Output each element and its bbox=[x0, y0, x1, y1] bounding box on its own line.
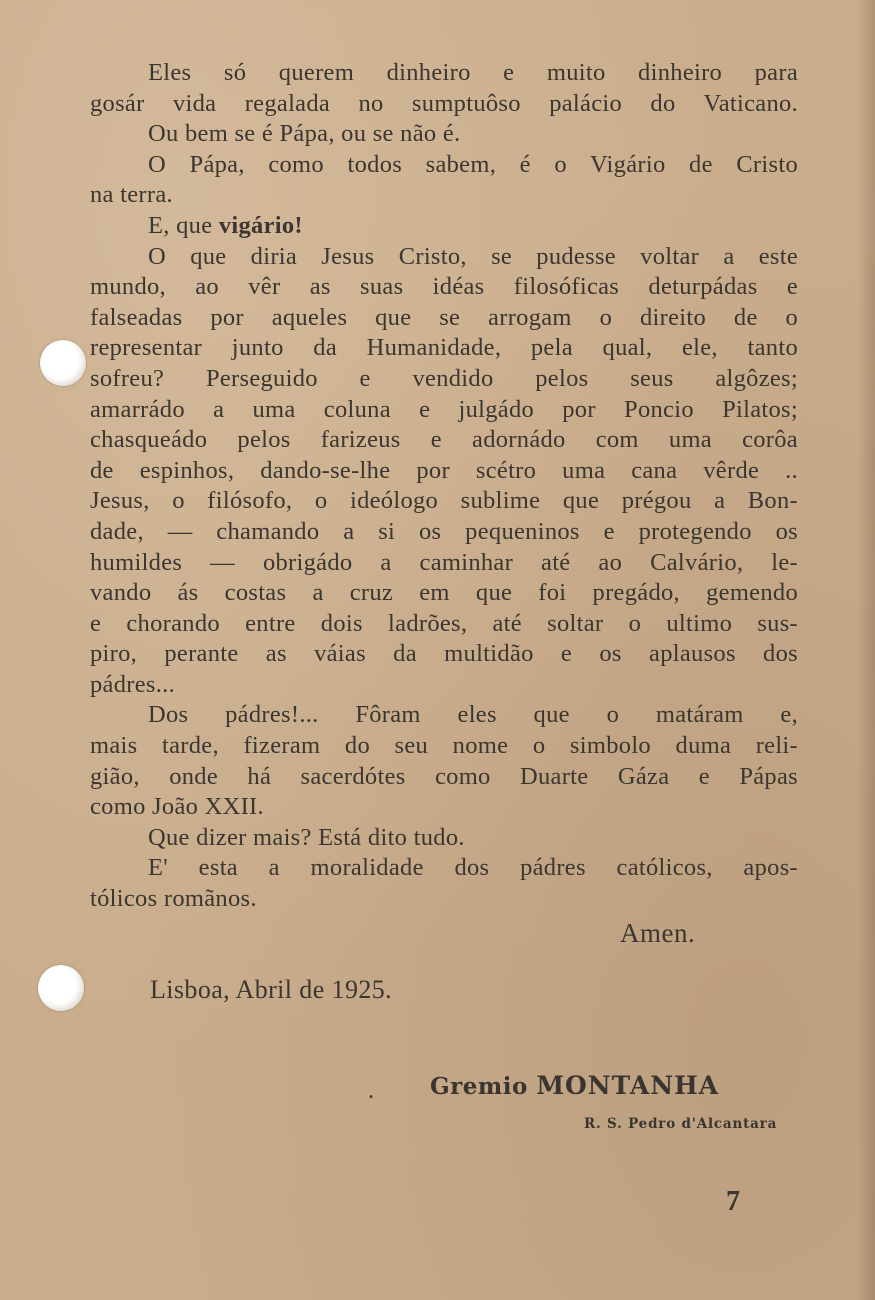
text-line: e chorando entre dois ladrões, até soltar o ultimo sus- bbox=[90, 609, 798, 637]
punch-hole-bottom bbox=[38, 965, 84, 1011]
text-line: pádres... bbox=[90, 670, 176, 698]
closing-amen: Amen. bbox=[620, 918, 696, 948]
signature-name: MONTANHA bbox=[536, 1071, 720, 1100]
page-edge-shadow bbox=[857, 0, 875, 1300]
text-line: de espinhos, dando-se-lhe por scétro uma cana vêrde .. bbox=[90, 456, 798, 484]
dateline: Lisboa, Abril de 1925. bbox=[150, 975, 393, 1004]
punch-hole-top bbox=[40, 340, 86, 386]
text-line: representar junto da Humanidade, pela qual, ele, tanto bbox=[90, 334, 798, 362]
text-line: sofreu? Perseguido e vendido pelos seus algôzes; bbox=[90, 364, 798, 392]
text-line: piro, perante as váias da multidão e os aplausos dos bbox=[90, 640, 798, 668]
text-line-exclamation bbox=[90, 211, 798, 242]
text-line: mais tarde, fizeram do seu nome o simbolo duma reli- bbox=[90, 732, 798, 760]
text-fragment: E, que bbox=[148, 211, 219, 239]
text-line: O Pápa, como todos sabem, é o Vigário de Cristo bbox=[148, 150, 798, 178]
text-line: E' esta a moralidade dos pádres católicos, apos- bbox=[148, 854, 798, 882]
text-line: como João XXII. bbox=[90, 793, 264, 821]
text-line: gião, onde há sacerdótes como Duarte Gáza e Pápas bbox=[90, 762, 798, 790]
page-number: 7 bbox=[726, 1186, 740, 1217]
signature bbox=[430, 1071, 719, 1100]
body-text bbox=[90, 58, 798, 915]
text-line: Ou bem se é Pápa, ou se não é. bbox=[148, 120, 461, 148]
signature-prefix: Gremio bbox=[430, 1073, 537, 1100]
text-line: Eles só querem dinheiro e muito dinheiro para bbox=[148, 59, 798, 86]
text-line: Jesus, o filósofo, o ideólogo sublime que prégou a Bon- bbox=[90, 487, 798, 515]
text-line: chasqueádo pelos farizeus e adornádo com uma corôa bbox=[90, 426, 798, 454]
text-line: gosár vida regalada no sumptuôso palácio do Vaticano. bbox=[90, 89, 798, 117]
text-line: vando ás costas a cruz em que foi pregádo, gemendo bbox=[90, 579, 798, 607]
text-line: O que diria Jesus Cristo, se pudesse voltar a este bbox=[148, 242, 798, 270]
text-line: Dos pádres!... Fôram eles que o matáram e, bbox=[148, 701, 798, 729]
text-line: Que dizer mais? Está dito tudo. bbox=[148, 823, 465, 851]
signature-address: R. S. Pedro d'Alcantara bbox=[584, 1116, 778, 1132]
text-line: tólicos romãnos. bbox=[90, 885, 257, 913]
text-line: mundo, ao vêr as suas idéas filosóficas deturpádas e bbox=[90, 273, 798, 301]
text-line: na terra. bbox=[90, 181, 173, 209]
emphasis-vigario: vigário! bbox=[218, 211, 303, 239]
text-line: amarrádo a uma coluna e julgádo por Poncio Pilatos; bbox=[90, 395, 798, 423]
text-line: dade, — chamando a si os pequeninos e protegendo os bbox=[90, 517, 798, 545]
text-line: falseadas por aqueles que se arrogam o direito de o bbox=[90, 303, 798, 331]
signature-dot: . bbox=[368, 1078, 374, 1104]
text-line: humildes — obrigádo a caminhar até ao Calvário, le- bbox=[90, 548, 798, 576]
